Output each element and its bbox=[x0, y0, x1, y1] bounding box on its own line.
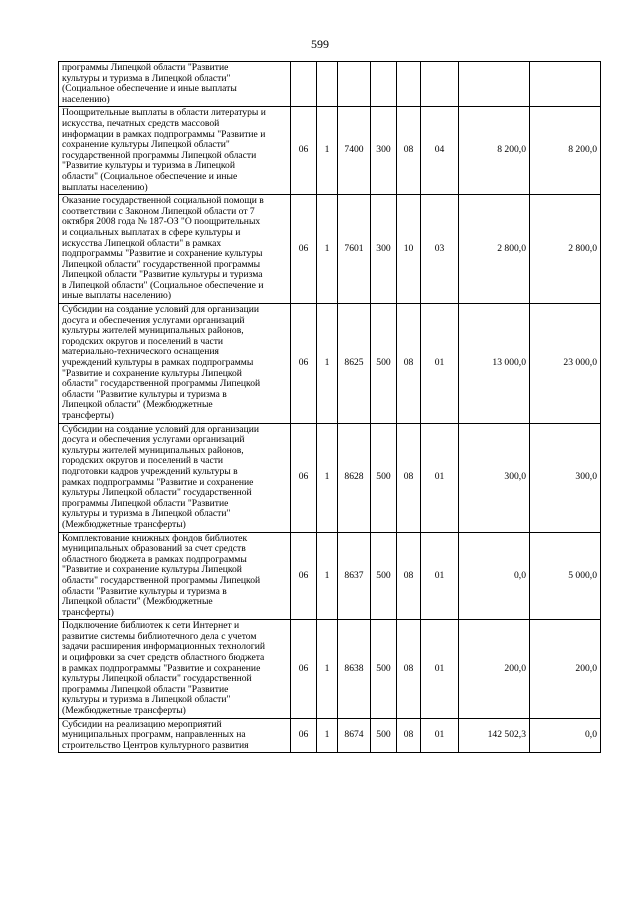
subprogram-code: 1 bbox=[317, 620, 338, 718]
direction-code: 7601 bbox=[338, 195, 371, 304]
expense-type-code: 300 bbox=[371, 107, 397, 195]
program-code: 06 bbox=[291, 107, 317, 195]
direction-code: 8638 bbox=[338, 620, 371, 718]
program-code bbox=[291, 62, 317, 107]
table-row bbox=[59, 304, 601, 424]
expense-type-code: 500 bbox=[371, 718, 397, 753]
expense-type-code: 500 bbox=[371, 620, 397, 718]
expense-type-code: 300 bbox=[371, 195, 397, 304]
direction-code: 7400 bbox=[338, 107, 371, 195]
subsection-code: 04 bbox=[421, 107, 459, 195]
expense-type-code: 500 bbox=[371, 532, 397, 620]
section-code: 08 bbox=[397, 620, 421, 718]
program-code: 06 bbox=[291, 532, 317, 620]
amount-year-2: 200,0 bbox=[530, 620, 601, 718]
section-code: 08 bbox=[397, 423, 421, 532]
row-description: Субсидии на создание условий для организации досуга и обеспечения услугами организаций культуры жителей муниципальных районов, городских округов и поселений в части подготовки кадров учреждений культуры в рамках подпрограммы "Развитие и сохранение культуры Липецкой области" государственной программы Липецкой области "Развитие культуры и туризма в Липецкой области" (Межбюджетные трансферты) bbox=[59, 423, 291, 532]
direction-code: 8674 bbox=[338, 718, 371, 753]
amount-year-2: 0,0 bbox=[530, 718, 601, 753]
table-row bbox=[59, 718, 601, 753]
subprogram-code: 1 bbox=[317, 532, 338, 620]
subprogram-code bbox=[317, 62, 338, 107]
expense-type-code: 500 bbox=[371, 304, 397, 424]
amount-year-1: 0,0 bbox=[459, 532, 530, 620]
amount-year-1: 2 800,0 bbox=[459, 195, 530, 304]
direction-code: 8625 bbox=[338, 304, 371, 424]
subprogram-code: 1 bbox=[317, 304, 338, 424]
amount-year-2: 300,0 bbox=[530, 423, 601, 532]
direction-code: 8637 bbox=[338, 532, 371, 620]
subprogram-code: 1 bbox=[317, 107, 338, 195]
amount-year-2: 5 000,0 bbox=[530, 532, 601, 620]
subsection-code: 01 bbox=[421, 718, 459, 753]
program-code: 06 bbox=[291, 718, 317, 753]
section-code bbox=[397, 62, 421, 107]
subsection-code: 01 bbox=[421, 423, 459, 532]
table-row bbox=[59, 423, 601, 532]
row-description: Субсидии на реализацию мероприятий муниципальных программ, направленных на строительство Центров культурного развития bbox=[59, 718, 291, 753]
amount-year-2: 23 000,0 bbox=[530, 304, 601, 424]
table-row bbox=[59, 532, 601, 620]
amount-year-2 bbox=[530, 62, 601, 107]
section-code: 08 bbox=[397, 532, 421, 620]
amount-year-1 bbox=[459, 62, 530, 107]
program-code: 06 bbox=[291, 195, 317, 304]
subsection-code: 03 bbox=[421, 195, 459, 304]
section-code: 08 bbox=[397, 718, 421, 753]
amount-year-1: 200,0 bbox=[459, 620, 530, 718]
page-number: 599 bbox=[311, 37, 329, 51]
table-row bbox=[59, 195, 601, 304]
row-description: программы Липецкой области "Развитие культуры и туризма в Липецкой области" (Социальное обеспечение и иные выплаты населению) bbox=[59, 62, 291, 107]
section-code: 08 bbox=[397, 304, 421, 424]
table-row bbox=[59, 107, 601, 195]
amount-year-1: 8 200,0 bbox=[459, 107, 530, 195]
subsection-code: 01 bbox=[421, 304, 459, 424]
amount-year-1: 13 000,0 bbox=[459, 304, 530, 424]
program-code: 06 bbox=[291, 304, 317, 424]
subprogram-code: 1 bbox=[317, 195, 338, 304]
amount-year-1: 142 502,3 bbox=[459, 718, 530, 753]
amount-year-1: 300,0 bbox=[459, 423, 530, 532]
direction-code: 8628 bbox=[338, 423, 371, 532]
expense-type-code bbox=[371, 62, 397, 107]
row-description: Субсидии на создание условий для организации досуга и обеспечения услугами организаций культуры жителей муниципальных районов, городских округов и поселений в части материально-технического оснащения учреждений культуры в рамках подпрограммы "Развитие и сохранение культуры Липецкой области" государственной программы Липецкой области "Развитие культуры и туризма в Липецкой области" (Межбюджетные трансферты) bbox=[59, 304, 291, 424]
direction-code bbox=[338, 62, 371, 107]
row-description: Поощрительные выплаты в области литературы и искусства, печатных средств массовой информации в рамках подпрограммы "Развитие и сохранение культуры Липецкой области" государственной программы Липецкой области "Развитие культуры и туризма в Липецкой области" (Социальное обеспечение и иные выплаты населению) bbox=[59, 107, 291, 195]
budget-table bbox=[58, 61, 601, 753]
table-row bbox=[59, 62, 601, 107]
amount-year-2: 8 200,0 bbox=[530, 107, 601, 195]
program-code: 06 bbox=[291, 620, 317, 718]
table-row bbox=[59, 620, 601, 718]
subsection-code bbox=[421, 62, 459, 107]
program-code: 06 bbox=[291, 423, 317, 532]
subsection-code: 01 bbox=[421, 620, 459, 718]
subprogram-code: 1 bbox=[317, 423, 338, 532]
expense-type-code: 500 bbox=[371, 423, 397, 532]
section-code: 10 bbox=[397, 195, 421, 304]
subprogram-code: 1 bbox=[317, 718, 338, 753]
section-code: 08 bbox=[397, 107, 421, 195]
amount-year-2: 2 800,0 bbox=[530, 195, 601, 304]
row-description: Подключение библиотек к сети Интернет и развитие системы библиотечного дела с учетом задачи расширения информационных технологий и оцифровки за счет средств областного бюджета в рамках подпрограммы "Развитие и сохранение культуры Липецкой области" государственной программы Липецкой области "Развитие культуры и туризма в Липецкой области" (Межбюджетные трансферты) bbox=[59, 620, 291, 718]
subsection-code: 01 bbox=[421, 532, 459, 620]
row-description: Оказание государственной социальной помощи в соответствии с Законом Липецкой области от 7 октября 2008 года № 187-ОЗ "О поощрительных и социальных выплатах в сфере культуры и искусства Липецкой области" в рамках подпрограммы "Развитие и сохранение культуры Липецкой области" государственной программы Липецкой области "Развитие культуры и туризма в Липецкой области" (Социальное обеспечение и иные выплаты населению) bbox=[59, 195, 291, 304]
row-description: Комплектование книжных фондов библиотек муниципальных образований за счет средств областного бюджета в рамках подпрограммы "Развитие и сохранение культуры Липецкой области" государственной программы Липецкой области "Развитие культуры и туризма в Липецкой области" (Межбюджетные трансферты) bbox=[59, 532, 291, 620]
